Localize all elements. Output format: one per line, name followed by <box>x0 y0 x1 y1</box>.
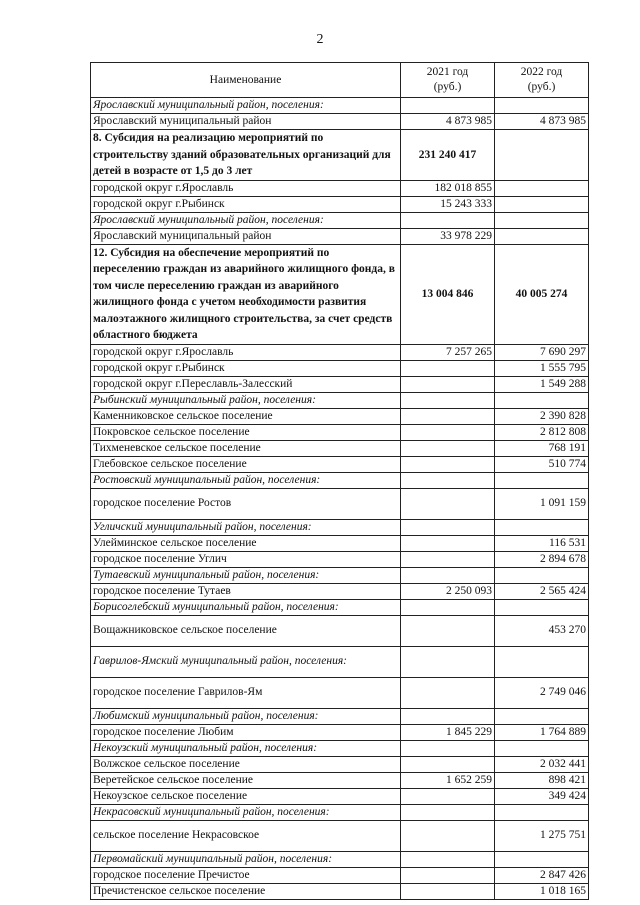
table-row <box>91 677 589 708</box>
district-heading-row <box>91 519 589 535</box>
amount-2021-cell: 4 873 985 <box>401 114 495 130</box>
amount-2022-cell: 1 555 795 <box>495 360 589 376</box>
amount-2021-cell <box>401 376 495 392</box>
recipient-name-cell: городской округ г.Рыбинск <box>91 196 401 212</box>
amount-2022-cell <box>495 646 589 677</box>
recipient-name-cell: Некоузское сельское поселение <box>91 788 401 804</box>
district-name-cell: Ярославский муниципальный район, поселения: <box>91 98 401 114</box>
amount-2021-cell <box>401 867 495 883</box>
amount-2022-cell: 1 549 288 <box>495 376 589 392</box>
district-heading-row <box>91 599 589 615</box>
amount-2022-cell: 1 275 751 <box>495 820 589 851</box>
amount-2022-cell <box>495 567 589 583</box>
amount-2022-cell: 2 749 046 <box>495 677 589 708</box>
page-number: 2 <box>316 32 324 47</box>
table-header-row <box>91 63 589 98</box>
amount-2022-cell: 2 390 828 <box>495 408 589 424</box>
district-heading-row <box>91 804 589 820</box>
section-title-cell: 12. Субсидия на обеспечение мероприятий по переселению граждан из аварийного жилищного фонда, в том числе переселению граждан из аварийного жилищного фонда с учетом необходимости развития малоэтажного жилищного строительства, за счет средств областного бюджета <box>91 244 401 344</box>
table-row <box>91 883 589 899</box>
district-heading-row <box>91 740 589 756</box>
amount-2021-cell: 182 018 855 <box>401 180 495 196</box>
table-row <box>91 228 589 244</box>
section-title-cell: 8. Субсидия на реализацию мероприятий по строительству зданий образовательных организаций для детей в возрасте от 1,5 до 3 лет <box>91 130 401 181</box>
recipient-name-cell: городской округ г.Рыбинск <box>91 360 401 376</box>
district-name-cell: Ростовский муниципальный район, поселения: <box>91 472 401 488</box>
section-row <box>91 130 589 181</box>
amount-2022-cell <box>495 708 589 724</box>
recipient-name-cell: Тихменевское сельское поселение <box>91 440 401 456</box>
recipient-name-cell: Веретейское сельское поселение <box>91 772 401 788</box>
table-row <box>91 488 589 519</box>
amount-2021-cell <box>401 883 495 899</box>
amount-2022-cell: 453 270 <box>495 615 589 646</box>
amount-2021-cell <box>401 708 495 724</box>
district-name-cell: Угличский муниципальный район, поселения: <box>91 519 401 535</box>
table-row <box>91 180 589 196</box>
amount-2021-cell <box>401 551 495 567</box>
recipient-name-cell: городское поселение Гаврилов-Ям <box>91 677 401 708</box>
recipient-name-cell: городское поселение Ростов <box>91 488 401 519</box>
amount-2022-cell <box>495 130 589 181</box>
district-name-cell: Любимский муниципальный район, поселения: <box>91 708 401 724</box>
amount-2022-cell <box>495 519 589 535</box>
column-header-name-label: Наименование <box>209 73 282 86</box>
amount-2022-cell <box>495 804 589 820</box>
amount-2021-cell <box>401 567 495 583</box>
amount-2022-cell: 510 774 <box>495 456 589 472</box>
amount-2021-cell: 7 257 265 <box>401 344 495 360</box>
table-body <box>91 98 589 900</box>
table-row <box>91 788 589 804</box>
district-heading-row <box>91 98 589 114</box>
amount-2021-cell: 13 004 846 <box>401 244 495 344</box>
district-heading-row <box>91 392 589 408</box>
column-header-name <box>91 63 401 98</box>
column-header-2022-year: 2022 год <box>520 66 563 78</box>
amount-2022-cell <box>495 392 589 408</box>
district-heading-row <box>91 646 589 677</box>
table-row <box>91 376 589 392</box>
amount-2021-cell <box>401 472 495 488</box>
subsidy-table <box>90 62 589 900</box>
amount-2022-cell: 349 424 <box>495 788 589 804</box>
amount-2021-cell <box>401 804 495 820</box>
recipient-name-cell: Улейминское сельское поселение <box>91 535 401 551</box>
amount-2021-cell: 1 845 229 <box>401 724 495 740</box>
recipient-name-cell: городское поселение Тутаев <box>91 583 401 599</box>
recipient-name-cell: Глебовское сельское поселение <box>91 456 401 472</box>
amount-2022-cell: 2 894 678 <box>495 551 589 567</box>
district-heading-row <box>91 708 589 724</box>
amount-2022-cell: 2 847 426 <box>495 867 589 883</box>
table-row <box>91 114 589 130</box>
table-row <box>91 551 589 567</box>
amount-2021-cell: 15 243 333 <box>401 196 495 212</box>
recipient-name-cell: Вощажниковское сельское поселение <box>91 615 401 646</box>
table-row <box>91 196 589 212</box>
amount-2021-cell <box>401 488 495 519</box>
amount-2021-cell: 231 240 417 <box>401 130 495 181</box>
district-heading-row <box>91 212 589 228</box>
section-row <box>91 244 589 344</box>
district-name-cell: Первомайский муниципальный район, поселения: <box>91 851 401 867</box>
amount-2021-cell <box>401 677 495 708</box>
amount-2021-cell <box>401 456 495 472</box>
amount-2022-cell: 2 032 441 <box>495 756 589 772</box>
amount-2022-cell <box>495 180 589 196</box>
table-row <box>91 456 589 472</box>
amount-2022-cell: 2 812 808 <box>495 424 589 440</box>
amount-2022-cell <box>495 599 589 615</box>
column-header-2021-year: 2021 год <box>426 66 469 78</box>
amount-2021-cell <box>401 756 495 772</box>
amount-2021-cell <box>401 615 495 646</box>
column-header-2022 <box>495 63 589 98</box>
recipient-name-cell: Каменниковское сельское поселение <box>91 408 401 424</box>
amount-2021-cell <box>401 212 495 228</box>
amount-2022-cell: 768 191 <box>495 440 589 456</box>
recipient-name-cell: сельское поселение Некрасовское <box>91 820 401 851</box>
amount-2021-cell <box>401 424 495 440</box>
amount-2022-cell: 2 565 424 <box>495 583 589 599</box>
district-name-cell: Ярославский муниципальный район, поселения: <box>91 212 401 228</box>
amount-2021-cell <box>401 740 495 756</box>
table-row <box>91 535 589 551</box>
recipient-name-cell: городской округ г.Ярославль <box>91 180 401 196</box>
table-row <box>91 615 589 646</box>
amount-2022-cell <box>495 472 589 488</box>
amount-2022-cell <box>495 851 589 867</box>
amount-2022-cell: 1 018 165 <box>495 883 589 899</box>
amount-2022-cell <box>495 740 589 756</box>
recipient-name-cell: Волжское сельское поселение <box>91 756 401 772</box>
amount-2022-cell: 116 531 <box>495 535 589 551</box>
recipient-name-cell: городской округ г.Переславль-Залесский <box>91 376 401 392</box>
table-row <box>91 724 589 740</box>
amount-2022-cell: 898 421 <box>495 772 589 788</box>
amount-2021-cell: 2 250 093 <box>401 583 495 599</box>
table-row <box>91 424 589 440</box>
column-header-2022-unit: (руб.) <box>527 81 556 93</box>
recipient-name-cell: Покровское сельское поселение <box>91 424 401 440</box>
table-row <box>91 756 589 772</box>
recipient-name-cell: городской округ г.Ярославль <box>91 344 401 360</box>
recipient-name-cell: Ярославский муниципальный район <box>91 114 401 130</box>
amount-2021-cell: 33 978 229 <box>401 228 495 244</box>
table-row <box>91 583 589 599</box>
amount-2022-cell: 4 873 985 <box>495 114 589 130</box>
recipient-name-cell: Ярославский муниципальный район <box>91 228 401 244</box>
amount-2021-cell <box>401 392 495 408</box>
amount-2021-cell <box>401 360 495 376</box>
amount-2022-cell: 7 690 297 <box>495 344 589 360</box>
column-header-2021-unit: (руб.) <box>433 81 462 93</box>
amount-2022-cell <box>495 98 589 114</box>
district-heading-row <box>91 851 589 867</box>
district-heading-row <box>91 472 589 488</box>
amount-2021-cell: 1 652 259 <box>401 772 495 788</box>
amount-2021-cell <box>401 788 495 804</box>
table-row <box>91 408 589 424</box>
district-name-cell: Борисоглебский муниципальный район, поселения: <box>91 599 401 615</box>
amount-2022-cell: 40 005 274 <box>495 244 589 344</box>
district-heading-row <box>91 567 589 583</box>
amount-2022-cell <box>495 196 589 212</box>
table-row <box>91 440 589 456</box>
table-row <box>91 772 589 788</box>
table-row <box>91 360 589 376</box>
district-name-cell: Некоузский муниципальный район, поселения: <box>91 740 401 756</box>
district-name-cell: Некрасовский муниципальный район, поселения: <box>91 804 401 820</box>
amount-2022-cell: 1 091 159 <box>495 488 589 519</box>
amount-2021-cell <box>401 599 495 615</box>
amount-2021-cell <box>401 851 495 867</box>
amount-2022-cell: 1 764 889 <box>495 724 589 740</box>
amount-2021-cell <box>401 820 495 851</box>
recipient-name-cell: городское поселение Углич <box>91 551 401 567</box>
amount-2021-cell <box>401 535 495 551</box>
table-row <box>91 867 589 883</box>
district-name-cell: Рыбинский муниципальный район, поселения: <box>91 392 401 408</box>
amount-2021-cell <box>401 519 495 535</box>
table-row <box>91 820 589 851</box>
amount-2022-cell <box>495 212 589 228</box>
table-row <box>91 344 589 360</box>
column-header-2021 <box>401 63 495 98</box>
amount-2021-cell <box>401 440 495 456</box>
recipient-name-cell: городское поселение Любим <box>91 724 401 740</box>
recipient-name-cell: Пречистенское сельское поселение <box>91 883 401 899</box>
district-name-cell: Гаврилов-Ямский муниципальный район, поселения: <box>91 646 401 677</box>
amount-2021-cell <box>401 646 495 677</box>
amount-2021-cell <box>401 98 495 114</box>
district-name-cell: Тутаевский муниципальный район, поселения: <box>91 567 401 583</box>
amount-2022-cell <box>495 228 589 244</box>
amount-2021-cell <box>401 408 495 424</box>
recipient-name-cell: городское поселение Пречистое <box>91 867 401 883</box>
